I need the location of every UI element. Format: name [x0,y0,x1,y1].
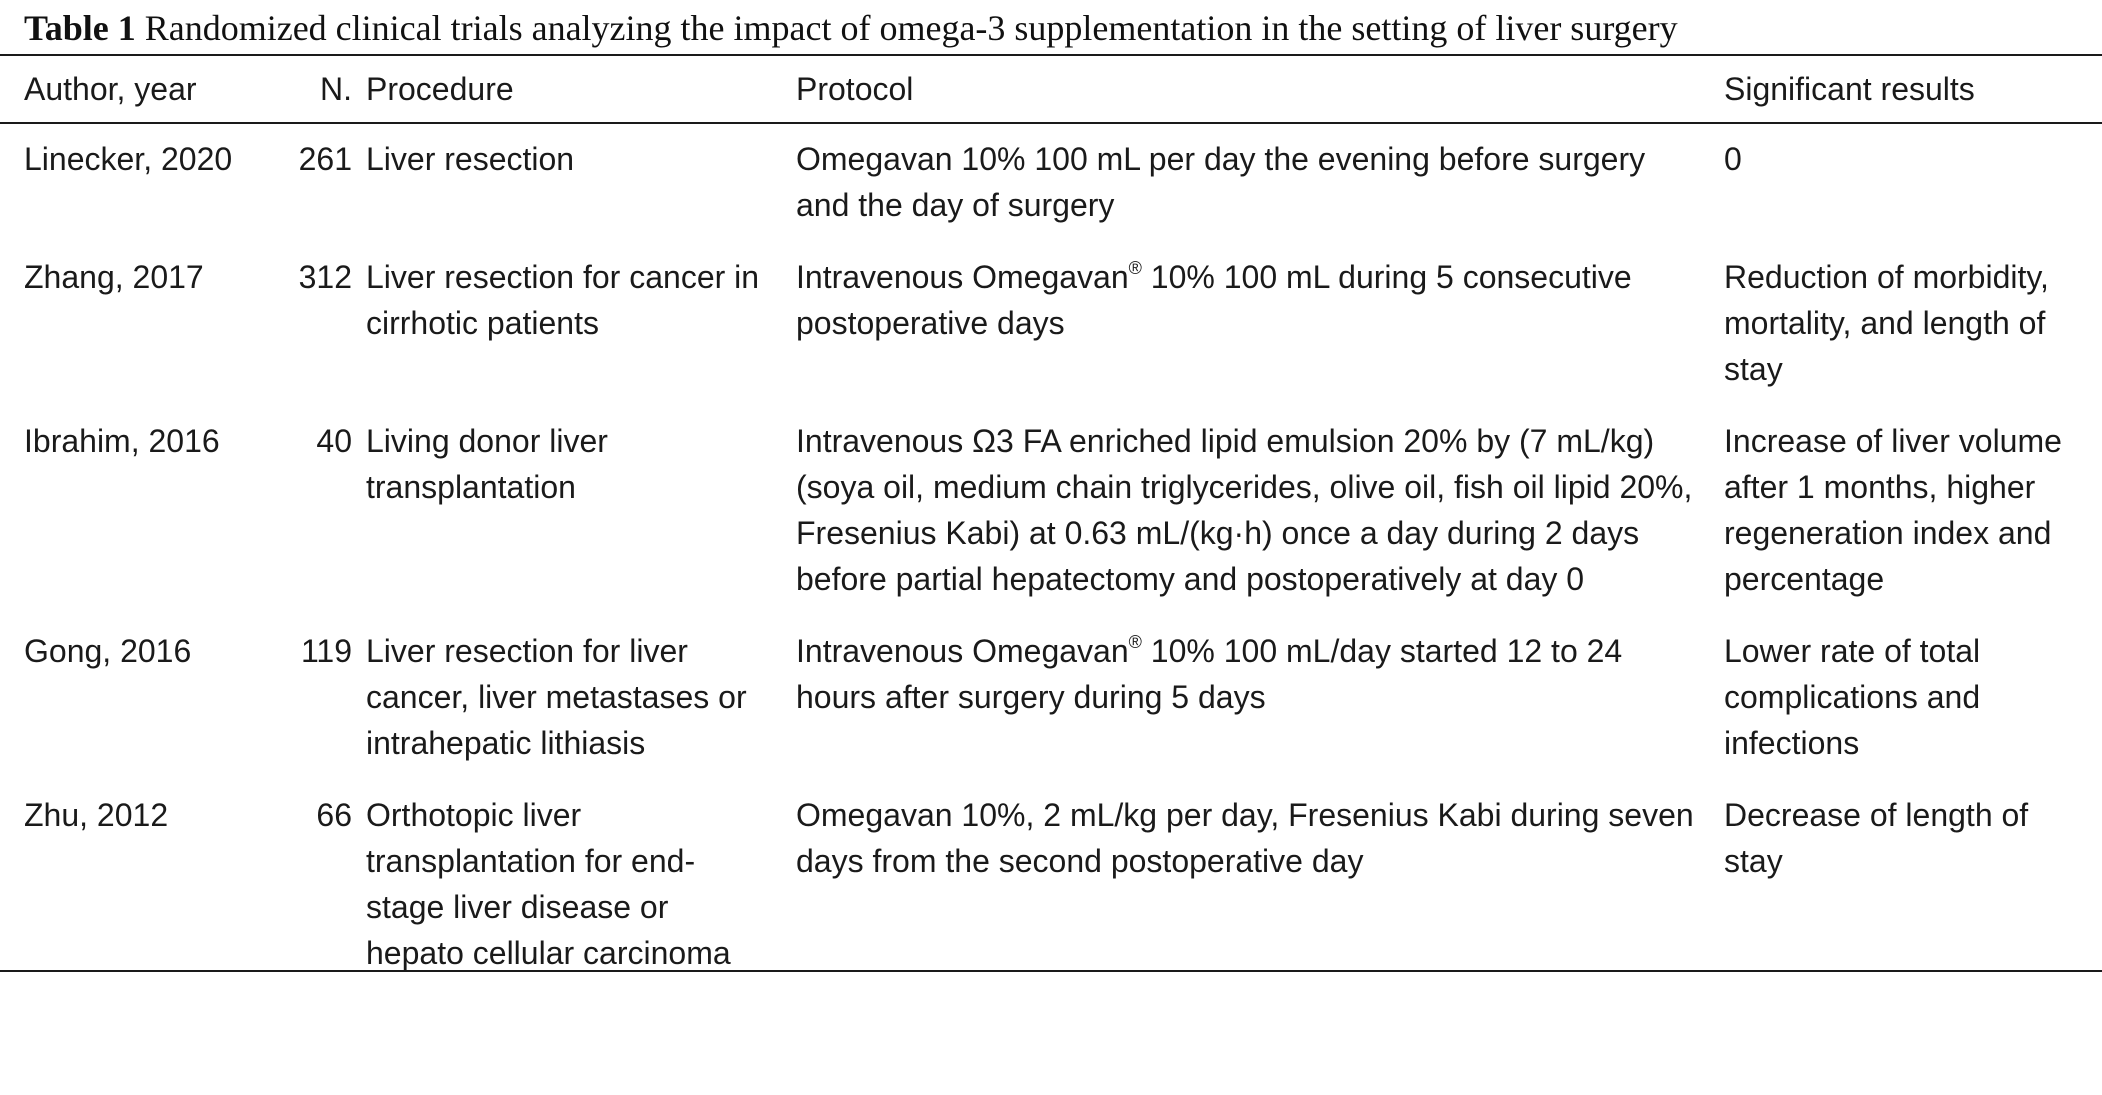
cell-protocol [782,780,1708,990]
table-caption-text: Randomized clinical trials analyzing the impact of omega-3 supplementation in the setting of liver surgery [144,8,1678,48]
table-row [0,780,2102,990]
cell-protocol [782,406,1708,616]
cell-significant-results: Lower rate of total complications and infections [1724,633,1981,761]
cell-procedure: Liver resection for cancer in cirrhotic patients [366,259,760,341]
registered-mark: ® [1128,258,1142,278]
cell-procedure: Orthotopic liver transplantation for end-stage liver disease or hepato cellular carcinoma [366,797,731,971]
protocol-text: Intravenous Omegavan [796,633,1129,669]
protocol-text: Omegavan 10%, 2 mL/kg per day, Fresenius Kabi during seven days from the second postoperative day [796,797,1694,879]
cell-author-year: Linecker, 2020 [24,141,233,177]
header-protocol: Protocol [796,71,914,107]
protocol-text-continued: 10% 100 mL during 5 consecutive postoperative days [796,259,1632,341]
protocol-text-continued: 10% 100 mL/day started 12 to 24 hours after surgery during 5 days [796,633,1623,715]
table-caption [24,6,1678,50]
table-row [0,242,2102,406]
header-procedure: Procedure [366,71,514,107]
table-row [0,122,2102,242]
table-row [0,616,2102,780]
cell-n: 119 [300,633,352,669]
registered-mark: ® [1128,632,1142,652]
cell-protocol [782,122,1708,242]
cell-author-year: Zhang, 2017 [24,259,204,295]
cell-n: 312 [298,259,352,295]
cell-n: 261 [298,141,352,177]
cell-protocol [782,242,1708,406]
protocol-text: Intravenous Ω3 FA enriched lipid emulsion 20% by (7 mL/kg) (soya oil, medium chain triglycerides, olive oil, fish oil lipid 20%, Fresenius Kabi) at 0.63 mL/(kg·h) once a day during 2 days before partial hepatectomy and postoperatively at day 0 [796,423,1693,597]
cell-author-year: Ibrahim, 2016 [24,423,220,459]
cell-procedure: Living donor liver transplantation [366,423,608,505]
cell-significant-results: Decrease of length of stay [1724,797,2029,879]
protocol-text: Omegavan 10% 100 mL per day the evening before surgery and the day of surgery [796,141,1646,223]
table-header-row [0,56,2102,122]
cell-author-year: Zhu, 2012 [24,797,169,833]
cell-significant-results: Reduction of morbidity, mortality, and length of stay [1724,259,2049,387]
protocol-text: Intravenous Omegavan [796,259,1129,295]
cell-n: 40 [316,423,352,459]
cell-significant-results: 0 [1724,141,1742,177]
cell-author-year: Gong, 2016 [24,633,192,669]
cell-significant-results: Increase of liver volume after 1 months, higher regeneration index and percentage [1724,423,2062,597]
table-row [0,406,2102,616]
header-n: N. [320,71,352,107]
table-label: Table 1 [24,8,136,48]
cell-protocol [782,616,1708,780]
cell-procedure: Liver resection [366,141,575,177]
cell-procedure: Liver resection for liver cancer, liver metastases or intrahepatic lithiasis [366,633,747,761]
cell-n: 66 [316,797,352,833]
trials-table [0,56,2102,990]
header-author-year: Author, year [24,71,197,107]
header-significant-results: Significant results [1724,71,1975,107]
